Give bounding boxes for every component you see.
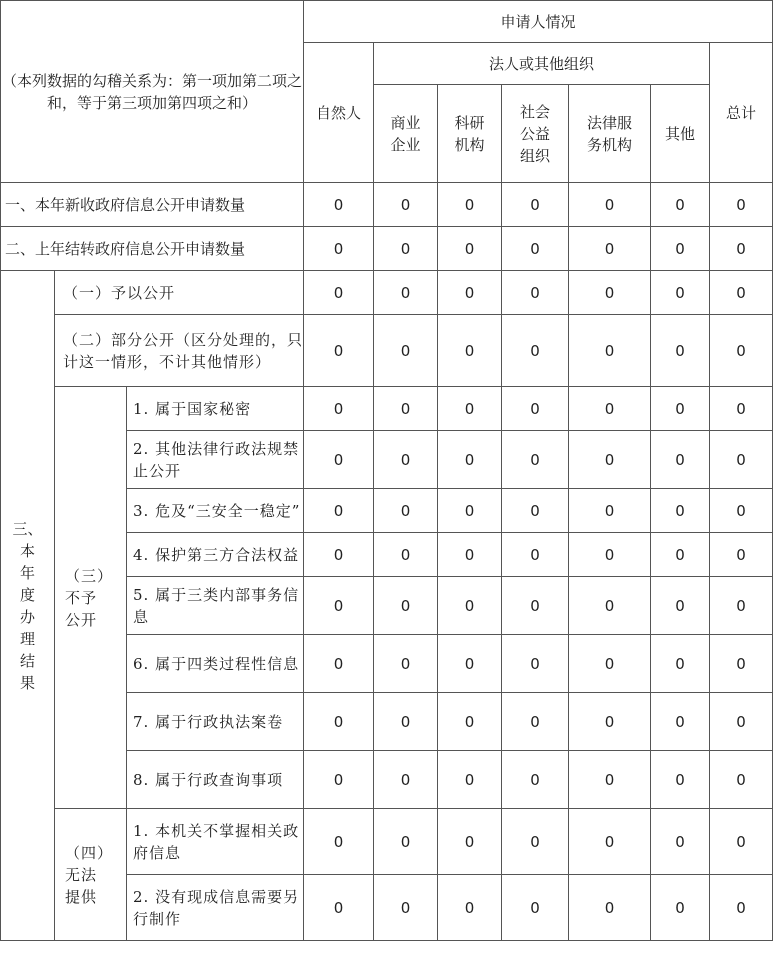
value-cell: 0 [651,315,710,387]
value-cell: 0 [374,875,438,941]
value-cell: 0 [502,751,569,809]
value-cell: 0 [438,635,502,693]
section3-label-char: 三、 [12,519,43,538]
legal-org-header: 法人或其他组织 [374,43,710,85]
value-cell: 0 [304,271,374,315]
value-cell: 0 [438,751,502,809]
value-cell: 0 [569,315,651,387]
value-cell: 0 [569,431,651,489]
value-cell: 0 [304,227,374,271]
value-cell: 0 [502,315,569,387]
value-cell: 0 [438,875,502,941]
value-cell: 0 [651,635,710,693]
section3-label-char: 办 [19,607,35,626]
value-cell: 0 [438,431,502,489]
value-cell: 0 [438,533,502,577]
value-cell: 0 [710,431,773,489]
item3-row-label: 5. 属于三类内部事务信息 [127,577,304,635]
value-cell: 0 [304,635,374,693]
value-cell: 0 [304,431,374,489]
value-cell: 0 [438,183,502,227]
value-cell: 0 [374,227,438,271]
item3-row-label: 3. 危及“三安全一稳定” [127,489,304,533]
value-cell: 0 [502,227,569,271]
value-cell: 0 [710,183,773,227]
value-cell: 0 [710,387,773,431]
value-cell: 0 [569,489,651,533]
value-cell: 0 [502,489,569,533]
value-cell: 0 [438,693,502,751]
org-type-header: 法律服务机构 [569,85,651,183]
org-type-header: 商业企业 [374,85,438,183]
value-cell: 0 [374,751,438,809]
section1-label: 一、本年新收政府信息公开申请数量 [1,183,304,227]
value-cell: 0 [502,431,569,489]
value-cell: 0 [438,271,502,315]
value-cell: 0 [651,751,710,809]
value-cell: 0 [569,577,651,635]
value-cell: 0 [502,875,569,941]
value-cell: 0 [710,693,773,751]
value-cell: 0 [374,387,438,431]
value-cell: 0 [374,489,438,533]
value-cell: 0 [502,635,569,693]
value-cell: 0 [569,751,651,809]
value-cell: 0 [502,809,569,875]
item3-row-label: 8. 属于行政查询事项 [127,751,304,809]
value-cell: 0 [374,431,438,489]
value-cell: 0 [569,635,651,693]
value-cell: 0 [710,489,773,533]
value-cell: 0 [502,183,569,227]
value-cell: 0 [502,693,569,751]
value-cell: 0 [710,315,773,387]
value-cell: 0 [502,533,569,577]
section3-label-char: 年 [19,563,35,582]
value-cell: 0 [569,533,651,577]
header-note: （本列数据的勾稽关系为：第一项加第二项之和，等于第三项加第四项之和） [1,1,304,183]
value-cell: 0 [651,809,710,875]
section2-label: 二、上年结转政府信息公开申请数量 [1,227,304,271]
value-cell: 0 [569,809,651,875]
value-cell: 0 [304,875,374,941]
value-cell: 0 [374,183,438,227]
value-cell: 0 [569,693,651,751]
group-label-prefix: （三） [65,566,114,585]
item3-row-label: 4. 保护第三方合法权益 [127,533,304,577]
value-cell: 0 [710,751,773,809]
natural-person-header: 自然人 [304,43,374,183]
value-cell: 0 [502,577,569,635]
value-cell: 0 [651,489,710,533]
value-cell: 0 [438,489,502,533]
value-cell: 0 [502,387,569,431]
value-cell: 0 [304,809,374,875]
value-cell: 0 [438,387,502,431]
value-cell: 0 [304,183,374,227]
value-cell: 0 [651,387,710,431]
applicant-header: 申请人情况 [304,1,773,43]
value-cell: 0 [710,635,773,693]
item4-row-label: 2. 没有现成信息需要另行制作 [127,875,304,941]
section3-label [1,271,55,941]
value-cell: 0 [569,875,651,941]
value-cell: 0 [651,227,710,271]
item3-row-label: 6. 属于四类过程性信息 [127,635,304,693]
section3-label-char: 果 [19,673,35,692]
value-cell: 0 [651,431,710,489]
value-cell: 0 [304,751,374,809]
value-cell: 0 [438,809,502,875]
value-cell: 0 [374,315,438,387]
value-cell: 0 [304,489,374,533]
value-cell: 0 [374,635,438,693]
value-cell: 0 [651,577,710,635]
item3-row-label: 1. 属于国家秘密 [127,387,304,431]
value-cell: 0 [651,693,710,751]
value-cell: 0 [710,809,773,875]
value-cell: 0 [710,875,773,941]
value-cell: 0 [374,809,438,875]
value-cell: 0 [374,271,438,315]
value-cell: 0 [569,183,651,227]
item3-row-label: 7. 属于行政执法案卷 [127,693,304,751]
item4-row-label: 1. 本机关不掌握相关政府信息 [127,809,304,875]
value-cell: 0 [569,271,651,315]
item1-label: （一）予以公开 [55,271,304,315]
value-cell: 0 [710,227,773,271]
section3-label-char: 度 [19,585,35,604]
value-cell: 0 [304,533,374,577]
item3-label [55,387,127,809]
org-type-header: 社会公益组织 [502,85,569,183]
value-cell: 0 [304,387,374,431]
group-label-prefix: （四） [65,843,114,862]
section3-label-char: 结 [19,651,35,670]
value-cell: 0 [569,387,651,431]
value-cell: 0 [651,183,710,227]
value-cell: 0 [651,271,710,315]
section3-label-char: 理 [19,629,35,648]
value-cell: 0 [438,227,502,271]
value-cell: 0 [438,315,502,387]
group-label-text: 不予公开 [65,588,98,629]
value-cell: 0 [651,875,710,941]
item4-label [55,809,127,941]
value-cell: 0 [304,315,374,387]
item3-row-label: 2. 其他法律行政法规禁止公开 [127,431,304,489]
group-label-text: 无法提供 [65,865,98,906]
value-cell: 0 [710,271,773,315]
value-cell: 0 [304,577,374,635]
value-cell: 0 [502,271,569,315]
value-cell: 0 [374,533,438,577]
value-cell: 0 [569,227,651,271]
section3-label-char: 本 [19,541,35,560]
org-type-header: 其他 [651,85,710,183]
value-cell: 0 [374,577,438,635]
org-type-header: 科研机构 [438,85,502,183]
value-cell: 0 [710,577,773,635]
value-cell: 0 [374,693,438,751]
value-cell: 0 [304,693,374,751]
value-cell: 0 [438,577,502,635]
value-cell: 0 [651,533,710,577]
value-cell: 0 [710,533,773,577]
total-header: 总计 [710,43,773,183]
item2-label: （二）部分公开（区分处理的，只计这一情形，不计其他情形） [55,315,304,387]
